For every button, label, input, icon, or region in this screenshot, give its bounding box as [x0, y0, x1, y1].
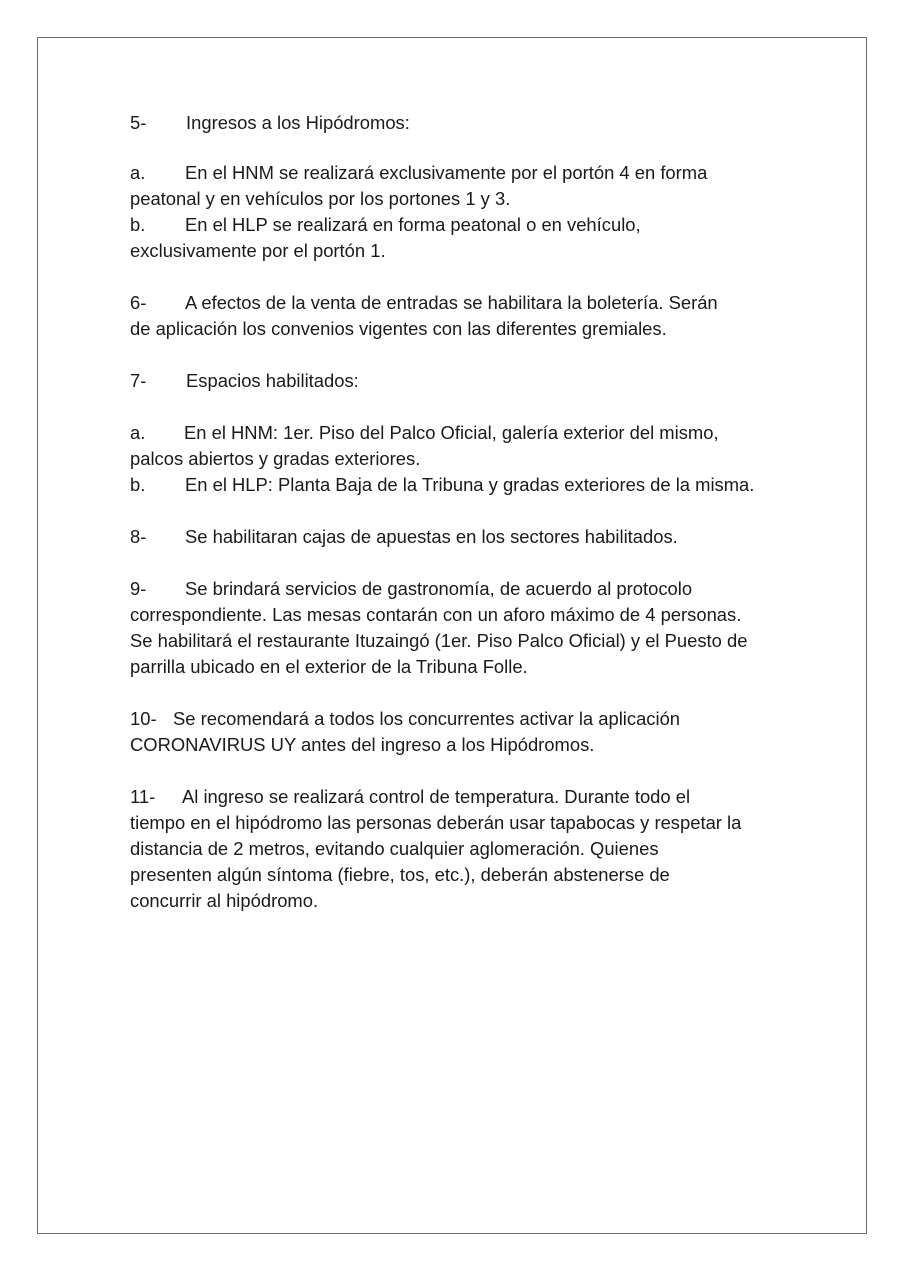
item-5b-line-2: exclusivamente por el portón 1.	[130, 240, 386, 261]
item-9-marker: 9-	[130, 578, 147, 599]
item-9-line-2: correspondiente. Las mesas contarán con un aforo máximo de 4 personas.	[130, 604, 742, 625]
item-5b-marker: b.	[130, 214, 146, 235]
item-5a-line-1	[130, 160, 707, 186]
item-7-text: Espacios habilitados:	[186, 370, 359, 391]
item-5a-marker: a.	[130, 162, 146, 183]
item-5a-line-2: peatonal y en vehículos por los portones 1 y 3.	[130, 188, 511, 209]
item-9-line-1	[130, 576, 692, 602]
item-5-line-1	[130, 110, 410, 136]
item-6-line-1	[130, 290, 718, 316]
item-6-text-1: A efectos de la venta de entradas se habilitara la boletería. Serán	[185, 292, 718, 313]
item-7-marker: 7-	[130, 370, 147, 391]
item-7b-text: En el HLP: Planta Baja de la Tribuna y gradas exteriores de la misma.	[185, 474, 755, 495]
item-11-line-3: distancia de 2 metros, evitando cualquier aglomeración. Quienes	[130, 838, 659, 859]
item-8-line-1	[130, 524, 678, 550]
item-5-text: Ingresos a los Hipódromos:	[186, 112, 410, 133]
item-5b-text-1: En el HLP se realizará en forma peatonal o en vehículo,	[185, 214, 641, 235]
item-6-line-2: de aplicación los convenios vigentes con las diferentes gremiales.	[130, 318, 667, 339]
item-7b-marker: b.	[130, 474, 146, 495]
item-5b-line-1	[130, 212, 641, 238]
item-11-marker: 11-	[130, 786, 156, 807]
item-9-line-3: Se habilitará el restaurante Ituzaingó (1er. Piso Palco Oficial) y el Puesto de	[130, 630, 748, 651]
item-10-line-1	[130, 706, 680, 732]
item-11-line-5: concurrir al hipódromo.	[130, 890, 319, 911]
item-10-text-1: Se recomendará a todos los concurrentes activar la aplicación	[173, 708, 681, 729]
item-6-marker: 6-	[130, 292, 147, 313]
item-7a-text-1: En el HNM: 1er. Piso del Palco Oficial, galería exterior del mismo,	[184, 422, 719, 443]
item-10-line-2: CORONAVIRUS UY antes del ingreso a los Hipódromos.	[130, 734, 595, 755]
item-11-line-2: tiempo en el hipódromo las personas deberán usar tapabocas y respetar la	[130, 812, 742, 833]
item-5a-text-1: En el HNM se realizará exclusivamente por el portón 4 en forma	[185, 162, 708, 183]
item-9-text-1: Se brindará servicios de gastronomía, de acuerdo al protocolo	[185, 578, 693, 599]
item-7-line-1	[130, 368, 359, 394]
item-11-line-1	[130, 784, 690, 810]
item-10-marker: 10-	[130, 708, 157, 729]
item-7b-line-1	[130, 472, 754, 498]
item-7a-line-2: palcos abiertos y gradas exteriores.	[130, 448, 421, 469]
item-7a-marker: a.	[130, 422, 146, 443]
item-7a-line-1	[130, 420, 719, 446]
item-8-text: Se habilitaran cajas de apuestas en los sectores habilitados.	[185, 526, 678, 547]
item-11-text-1: Al ingreso se realizará control de temperatura. Durante todo el	[182, 786, 691, 807]
item-11-line-4: presenten algún síntoma (fiebre, tos, etc.), deberán abstenerse de	[130, 864, 670, 885]
item-8-marker: 8-	[130, 526, 147, 547]
item-5-marker: 5-	[130, 112, 147, 133]
item-9-line-4: parrilla ubicado en el exterior de la Tribuna Folle.	[130, 656, 528, 677]
